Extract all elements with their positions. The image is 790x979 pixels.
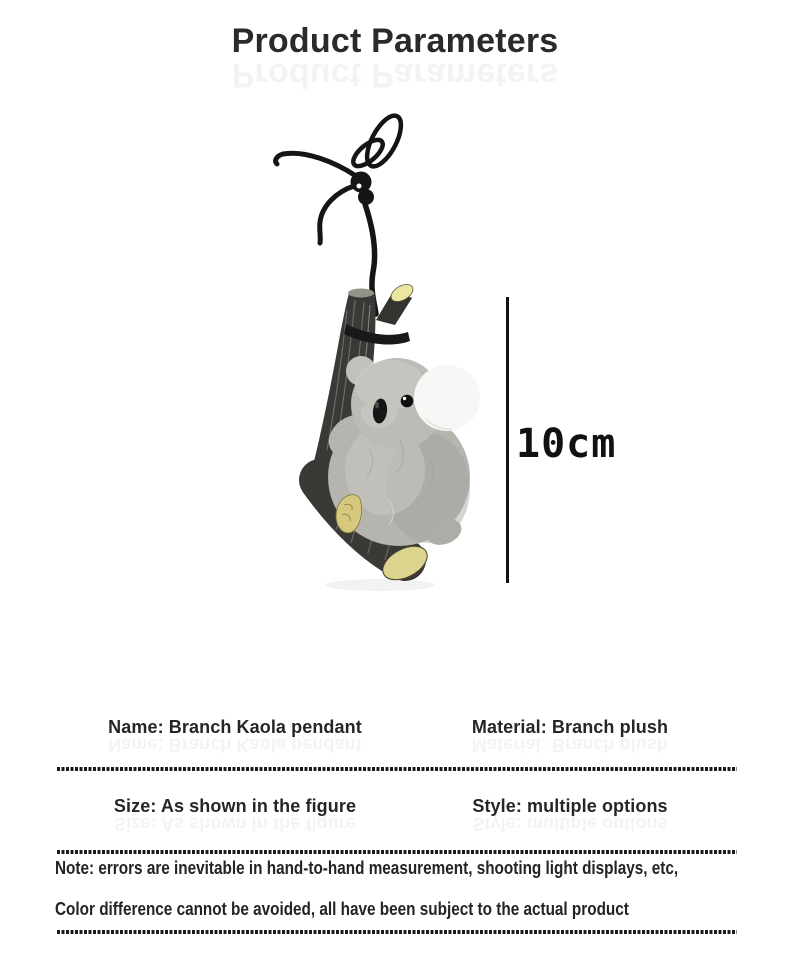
param-material-text: Material: Branch plush <box>471 717 669 737</box>
koala-eye <box>401 395 414 408</box>
param-size-reflection: Size: As shown in the figure <box>113 814 357 834</box>
measurement-label: 10cm <box>516 421 617 467</box>
product-image <box>250 100 510 600</box>
param-style-cell <box>415 795 725 835</box>
note-line-1: Note: errors are inevitable in hand-to-hand measurement, shooting light displays, etc, <box>55 858 679 878</box>
param-size-cell <box>55 795 415 835</box>
page-title-reflection: Product Parameters <box>231 56 559 94</box>
param-style-reflection: Style: multiple options <box>472 814 668 834</box>
param-size-text: Size: As shown in the figure <box>113 796 357 816</box>
dotted-divider-1 <box>57 767 737 771</box>
koala-white-ear <box>414 365 480 431</box>
note-line-2: Color difference cannot be avoided, all have been subject to the actual product <box>55 899 629 919</box>
dotted-divider-3 <box>57 930 737 934</box>
page-title: Product Parameters <box>231 22 559 60</box>
param-name-cell <box>55 716 415 756</box>
param-name-text: Name: Branch Kaola pendant <box>108 717 362 737</box>
param-material-cell <box>415 716 725 756</box>
param-material-reflection: Material: Branch plush <box>471 735 669 755</box>
cord-bow <box>276 111 408 314</box>
param-row-2 <box>0 795 790 835</box>
param-name-reflection: Name: Branch Kaola pendant <box>108 735 362 755</box>
param-row-1 <box>0 716 790 756</box>
measurement-line <box>506 297 509 583</box>
page-title-wrap <box>0 20 790 96</box>
dotted-divider-2 <box>57 850 737 854</box>
param-style-text: Style: multiple options <box>472 796 668 816</box>
